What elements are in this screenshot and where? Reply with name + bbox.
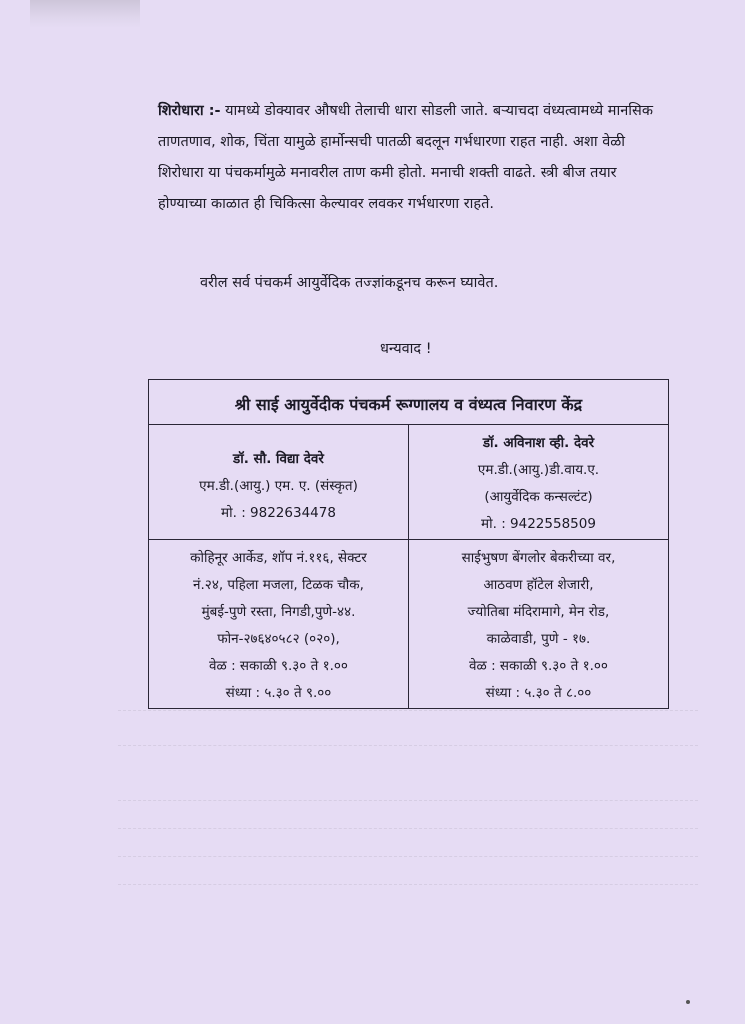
advice-note: वरील सर्व पंचकर्म आयुर्वेदिक तज्ज्ञांकडूनच करून घ्यावेत. [200,275,499,291]
bleed-through-line [118,745,698,760]
bleed-through-line [118,856,698,871]
left-doctor-qualification: एम.डी.(आयु.) एम. ए. (संस्कृत) [199,478,358,494]
paragraph-text: यामध्ये डोक्यावर औषधी तेलाची धारा सोडली जाते. बऱ्याचदा वंध्यत्वामध्ये मानसिक ताणतणाव, शोक, चिंता यामुळे हार्मोन्सची पातळी बदलून गर्भधारणा राहत नाही. अशा वेळी शिरोधारा या पंचकर्मामुळे मनावरील ताण कमी होतो. मनाची शक्ती वाढते. स्त्री बीज तयार होण्याच्या काळात ही चिकित्सा केल्यावर लवकर गर्भधारणा राहते. [158,103,653,212]
right-address-line: आठवण हॉटेल शेजारी, [483,577,594,593]
clinic-info-table [148,379,669,709]
left-doctor-mobile: मो. : 9822634478 [221,505,336,521]
right-address-cell [409,540,669,709]
right-address-line: ज्योतिबा मंदिरामागे, मेन रोड, [467,604,610,620]
left-address-line: कोहिनूर आर्केड, शॉप नं.११६, सेक्टर [190,550,367,566]
scan-dot [686,1000,690,1004]
left-doctor-cell [149,425,409,540]
scan-artifact [30,0,140,28]
thanks-text: धन्यवाद ! [380,341,432,357]
right-doctor-role: (आयुर्वेदिक कन्सल्टंट) [484,489,593,505]
left-phone: फोन-२७६४०५८२ (०२०), [217,631,340,647]
paragraph-term: शिरोधारा :- [158,103,221,119]
left-doctor-name: डॉ. सौ. विद्या देवरे [233,451,324,467]
left-address-line: मुंबई-पुणे रस्ता, निगडी,पुणे-४४. [201,604,356,620]
bleed-through-line [118,884,698,899]
left-address-cell [149,540,409,709]
left-hours-morning: वेळ : सकाळी ९.३० ते १.०० [209,658,348,674]
bleed-through-line [118,710,698,725]
right-hours-morning: वेळ : सकाळी ९.३० ते १.०० [469,658,608,674]
bleed-through-line [118,828,698,843]
shirodhara-paragraph [158,96,668,220]
right-doctor-cell [409,425,669,540]
left-hours-evening: संध्या : ५.३० ते ९.०० [225,685,332,701]
clinic-title: श्री साई आयुर्वेदीक पंचकर्म रूग्णालय व वंध्यत्व निवारण केंद्र [149,380,669,425]
bleed-through-line [118,800,698,815]
left-address-line: नं.२४, पहिला मजला, टिळक चौक, [193,577,364,593]
right-doctor-qualification: एम.डी.(आयु.)डी.वाय.ए. [477,462,600,478]
right-address-line: काळेवाडी, पुणे - १७. [486,631,591,647]
right-doctor-name: डॉ. अविनाश व्ही. देवरे [482,435,595,451]
right-address-line: साईभुषण बेंगलोर बेकरीच्या वर, [461,550,616,566]
right-hours-evening: संध्या : ५.३० ते ८.०० [485,685,592,701]
right-doctor-mobile: मो. : 9422558509 [481,516,596,532]
